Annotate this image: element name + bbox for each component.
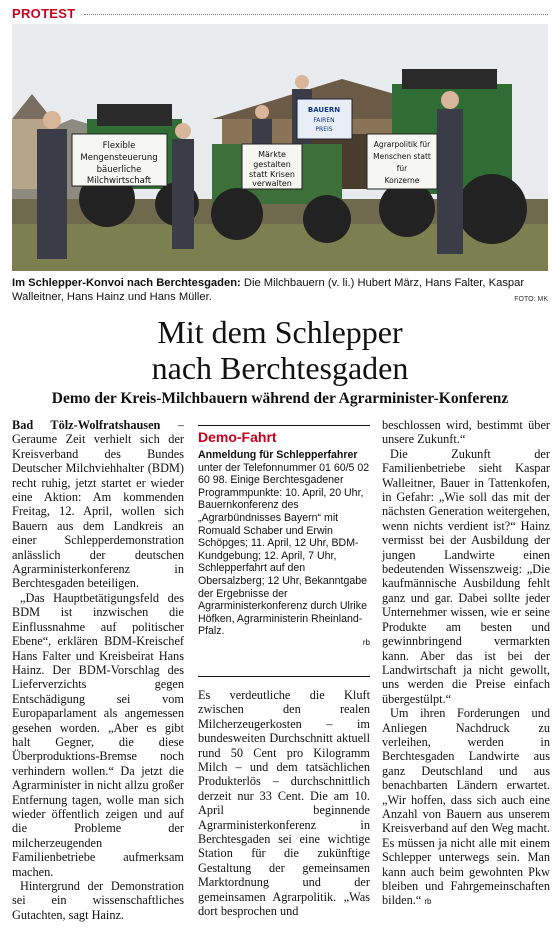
info-box-title: Demo-Fahrt — [198, 429, 277, 445]
column-3 — [382, 418, 550, 910]
article-photo — [12, 24, 548, 271]
svg-text:Konzerne: Konzerne — [384, 176, 420, 185]
photo-credit: FOTO: MK — [514, 296, 548, 303]
svg-text:für: für — [396, 164, 408, 173]
svg-text:Märkte: Märkte — [258, 150, 286, 159]
paragraph: Hintergrund der Demonstration sei ein wissenschaftliches Gutachten, sagt Hainz. — [12, 879, 184, 922]
svg-text:bäuerliche: bäuerliche — [96, 165, 142, 175]
headline-line-1: Mit dem Schlepper — [157, 314, 403, 350]
headline-line-2: nach Berchtesgaden — [151, 350, 409, 386]
paragraph: Die Zukunft der Familienbetriebe sieht Kaspar Walleitner, Bauer in Tattenkofen, in Gefahr: „Wie soll das mit der nächsten Generation weitergehen, wenn nichts verdient ist?“ Hainz vermisst bei der Ausbildung der jungen Landwirte einen bedeutenden Wissenszweig: „Die kaufmännische Ausbildung fehlt ganz und gar. Dabei sollte jeder Unternehmer wissen, wie er seine Produkte am besten und gewinnbringend vermarkten kann. Aber das ist bei der Landwirtschaft ja nicht gewollt, uns werden die Preise einfach übergestülpt.“ — [382, 446, 550, 706]
caption-text: Die Milchbauern (v. li.) Hubert März, Hans Falter, Kaspar Walleitner, Hans Hainz und Hans Müller. — [12, 277, 525, 303]
paragraph-text: Um ihren Forderungen und Anliegen Nachdruck zu verleihen, werden in Berchtesgaden Landwirte aus ganz Deutschland und aus benachbarten Ländern erwartet. „Wir hoffen, dass sich auch eine Anzahl von Bauern aus unserem Kreisverband auf den Weg macht. Es müssen ja nicht alle mit einem Schlepper unterwegs sein. Man kann auch beim gewohnten Pkw bleiben und Fahrgemeinschaften bilden.“ — [382, 706, 550, 908]
paragraph: Es verdeutliche die Kluft zwischen den realen Milcherzeugerkosten – im bundesweiten Durchschnitt aktuell rund 50 Cent pro Kilogramm Milch – und dem tatsächlichen Produkterlös – durchschnittlich derzeit nur 33 Cent. Die am 10. April beginnende Agrarministerkonferenz in Berchtesgaden sei eine wichtige Station für die zukünftige Gestaltung der gemeinsamen Marktordnung und der gemeinsamen Agrarpolitik. „Was dort besprochen und — [198, 688, 370, 919]
paragraph: beschlossen wird, bestimmt über unsere Zukunft.“ — [382, 418, 550, 447]
svg-text:gestalten: gestalten — [253, 160, 291, 169]
info-box-text — [198, 449, 370, 638]
info-box-body: unter der Telefonnummer 01 60/5 02 60 98. Einige Berchtesgadener Programmpunkte: 10. April, 20 Uhr, Bauernkonferenz des „Agrarbündnisses Bayern“ mit Romuald Schaber und Erwin Schöpges; 11. April, 12 Uhr, BDM-Kundgebung; 12. April, 7 Uhr, Schlepperfahrt auf den Obersalzberg; 12 Uhr, Bekanntgabe der Ergebnisse der Agrarministerkonferenz durch Ulrike Höfken, Agrarministerin Rheinland-Pfalz. — [198, 461, 370, 638]
protest-sign-1 — [72, 134, 167, 186]
svg-text:BAUERN: BAUERN — [307, 106, 341, 114]
paragraph — [12, 418, 184, 591]
svg-text:Agrarpolitik für: Agrarpolitik für — [373, 140, 431, 149]
info-box-lead: Anmeldung für Schlepperfahrer — [198, 449, 358, 461]
svg-text:statt Krisen: statt Krisen — [249, 170, 295, 179]
paragraph-text: – Geraume Zeit verhielt sich der Kreisverband des Bundes Deutscher Milchviehhalter (BDM) recht ruhig, jetzt startet er wieder eine Aktion: Am kommenden Freitag, 12. April, wollen sich Bauern aus dem Landkreis an einer Schlepperdemonstration anlässlich der deutschen Agrarministerkonferenz in Berchtesgaden beteiligen. — [12, 418, 184, 591]
info-box — [198, 425, 370, 647]
protest-sign-3 — [242, 144, 302, 189]
caption-lead: Im Schlepper-Konvoi nach Berchtesgaden: — [12, 277, 241, 289]
svg-text:Mengensteuerung: Mengensteuerung — [80, 153, 158, 163]
protest-sign-2 — [297, 99, 352, 139]
info-box-divider — [198, 676, 370, 677]
section-rubric: PROTEST — [12, 6, 76, 21]
dateline: Bad Tölz-Wolfratshausen — [12, 418, 161, 432]
paragraph: „Das Hauptbetätigungsfeld des BDM ist inzwischen die Einflussnahme auf politischer Ebene“, erklären BDM-Kreischef Hans Falter und Kreisbeirat Hans Hainz. Der BDM-Vorschlag des Lieferverzichts gegen Entschädigung sei vom Europaparlament als angemessen gesehen worden. „Aber es gibt halt Gegner, die diese Überproduktions-Bremse noch verhindern wollen.“ Da jetzt die Agrarminister in nicht allzu großer Entfernung tagen, wolle man sich wieder öffentlich zeigen und auf die Probleme der milcherzeugenden Familienbetriebe aufmerksam machen. — [12, 590, 184, 879]
svg-text:PREIS: PREIS — [315, 126, 333, 133]
author-signature: rb — [424, 897, 432, 907]
subheadline: Demo der Kreis-Milchbauern während der Agrarminister-Konferenz — [51, 390, 509, 407]
svg-text:Flexible: Flexible — [102, 141, 136, 151]
svg-text:Menschen statt: Menschen statt — [373, 152, 431, 161]
column-1 — [12, 418, 184, 922]
rubric-divider — [84, 14, 548, 15]
paragraph — [382, 706, 550, 910]
column-2 — [198, 688, 370, 919]
info-box-signature: rb — [362, 637, 370, 647]
photo-caption — [12, 276, 548, 304]
svg-text:Milchwirtschaft: Milchwirtschaft — [86, 176, 152, 186]
svg-text:verwalten: verwalten — [252, 179, 292, 188]
protest-sign-4 — [367, 134, 437, 189]
svg-text:FAIREN: FAIREN — [313, 117, 335, 124]
